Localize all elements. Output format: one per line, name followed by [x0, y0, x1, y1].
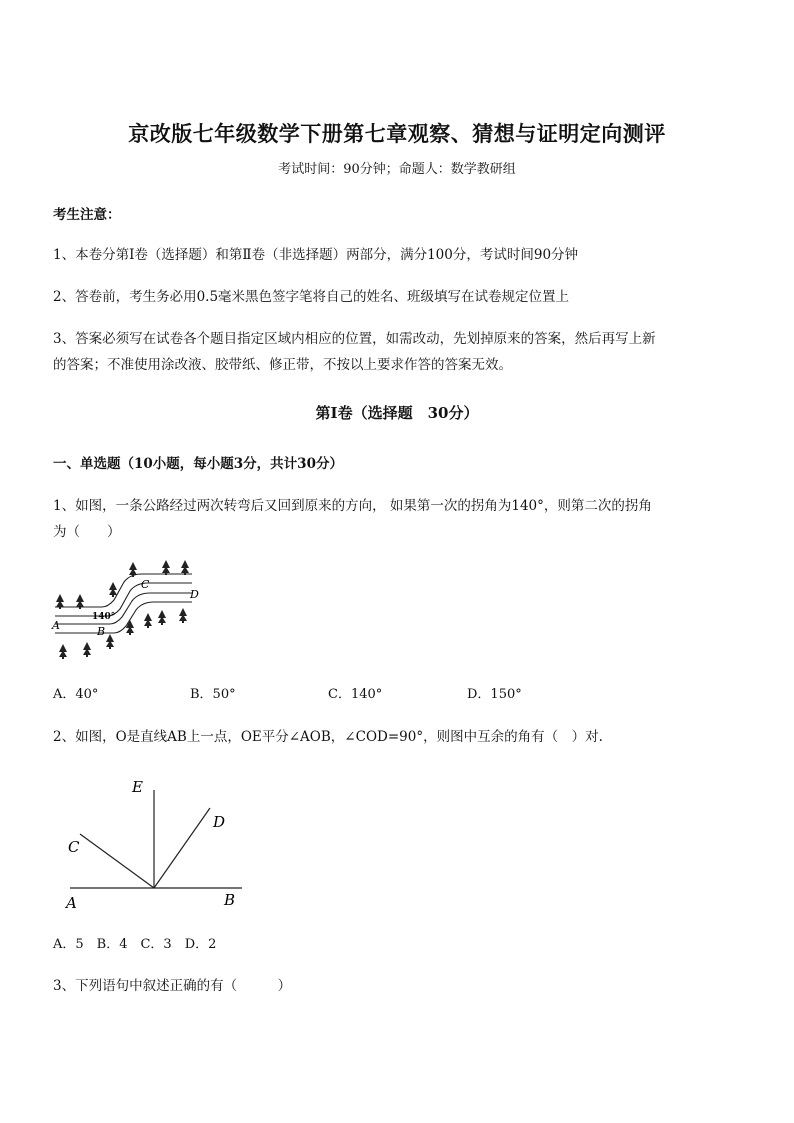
q1-point-c: C — [141, 578, 150, 591]
section-title: 第Ⅰ卷（选择题 30分） — [315, 404, 479, 422]
q1-option-a: A．40° — [53, 687, 99, 702]
part-heading: 一、单选题（10小题，每小题3分，共计30分） — [53, 456, 343, 472]
notice-item-3-line-1: 3、答案必须写在试卷各个题目指定区域内相应的位置，如需改动，先划掉原来的答案，然后再写上新 — [53, 331, 656, 347]
notice-item-1: 1、本卷分第Ⅰ卷（选择题）和第Ⅱ卷（非选择题）两部分，满分100分，考试时间90分钟 — [53, 247, 579, 263]
q1-point-b: B — [97, 625, 106, 638]
q2-text: 2、如图，O是直线AB上一点，OE平分∠AOB，∠COD=90°，则图中互余的角有（ ）对. — [53, 729, 603, 745]
q2-point-c: C — [68, 838, 80, 856]
q1-option-d: D．150° — [467, 687, 522, 702]
notice-item-3-line-2: 的答案；不准使用涂改液、胶带纸、修正带，不按以上要求作答的答案无效。 — [53, 357, 512, 373]
tree-icon — [56, 560, 189, 659]
q1-road-figure — [50, 556, 210, 660]
q2-point-b: B — [224, 891, 236, 909]
q1-angle-label: 140° — [92, 612, 116, 622]
q1-text-line-2: 为（ ） — [53, 524, 121, 540]
q1-option-b: B．50° — [190, 687, 236, 702]
q2-options: A．5 B．4 C．3 D．2 — [53, 937, 217, 952]
q3-text: 3、下列语句中叙述正确的有（ ） — [53, 978, 292, 994]
exam-title: 京改版七年级数学下册第七章观察、猜想与证明定向测评 — [128, 121, 666, 146]
q2-angle-figure — [60, 772, 250, 914]
notice-item-2: 2、答卷前，考生务必用0.5毫米黑色签字笔将自己的姓名、班级填写在试卷规定位置上 — [53, 289, 570, 305]
q1-option-c: C．140° — [328, 687, 383, 702]
exam-subtitle: 考试时间：90分钟；命题人：数学教研组 — [278, 162, 516, 177]
q2-point-e: E — [132, 778, 143, 796]
q1-point-d: D — [190, 588, 199, 601]
q2-point-a: A — [66, 894, 77, 912]
q2-point-d: D — [213, 813, 226, 831]
q1-point-a: A — [52, 619, 60, 632]
notice-heading: 考生注意： — [53, 207, 121, 223]
q1-text-line-1: 1、如图，一条公路经过两次转弯后又回到原来的方向， 如果第一次的拐角为140°，则第二次的拐角 — [53, 498, 652, 514]
